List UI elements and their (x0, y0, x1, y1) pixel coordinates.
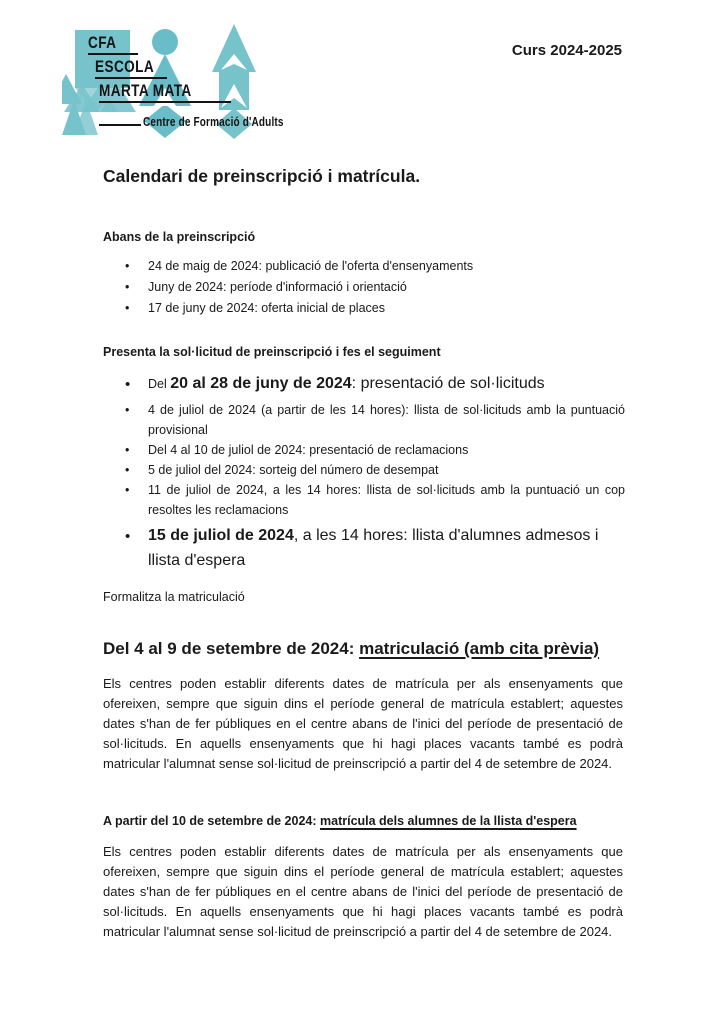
logo-acronym: CFA (88, 33, 117, 52)
waitlist-heading-underlined: matrícula dels alumnes de la llista d'espera (320, 814, 577, 828)
final-date-rest: , a les 14 hores: llista d'alumnes admesos i llista d'espera (148, 527, 599, 569)
logo-line-escola (95, 58, 167, 79)
course-year-label: Curs 2024-2025 (511, 42, 622, 59)
waitlist-paragraph: Els centres poden establir diferents dates de matrícula per als ensenyaments que ofereixen, sempre que siguin dins el període general de matrícula establert; aquestes dates s'han de fer públiques en el centre abans de l'inici del període de presentació de sol·licituds. En aquells ensenyaments que hi hagi places vacants també es podrà matricular l'alumnat sense sol·licitud de preinscripció a partir del 4 de setembre de 2024. (103, 844, 623, 939)
bullet-icon: • (125, 301, 130, 315)
submit-list (103, 371, 625, 573)
waitlist-heading (103, 814, 577, 828)
section-heading-submit: Presenta la sol·licitud de preinscripció i fes el seguiment (103, 345, 441, 359)
bullet-icon: • (125, 443, 130, 457)
enrollment-heading-underlined: matriculació (amb cita prèvia) (359, 639, 600, 658)
list-item-final-date (103, 523, 625, 573)
bullet-icon: • (125, 259, 130, 273)
waitlist-heading-date: A partir del 10 de setembre de 2024: (103, 814, 320, 828)
bullet-icon: • (125, 403, 130, 417)
bullet-icon: • (125, 483, 130, 497)
school-logo (62, 24, 292, 140)
list-item-text: 24 de maig de 2024: publicació de l'oferta d'ensenyaments (148, 259, 474, 273)
bullet-icon: • (125, 528, 131, 545)
list-item-text: Juny de 2024: període d'informació i orientació (148, 280, 407, 294)
page-title: Calendari de preinscripció i matrícula. (103, 166, 421, 186)
list-item-text: 4 de juliol de 2024 (a partir de les 14 hores): llista de sol·licituds amb la puntuació provisional (148, 403, 625, 437)
list-item-text: 17 de juny de 2024: oferta inicial de places (148, 301, 385, 315)
tagline-rule (99, 112, 141, 126)
list-item (103, 256, 625, 277)
list-item (103, 480, 625, 520)
enrollment-heading-date: Del 4 al 9 de setembre de 2024: (103, 639, 360, 658)
enrollment-paragraph: Els centres poden establir diferents dates de matrícula per als ensenyaments que ofereixen, sempre que siguin dins el període general de matrícula establert; aquestes dates s'han de fer públiques en el centre abans de l'inici del període de presentació de sol·licituds. En aquells ensenyaments que hi hagi places vacants també es podrà matricular l'alumnat sense sol·licitud de preinscripció a partir del 4 de setembre de 2024. (103, 676, 623, 771)
list-item (103, 460, 625, 480)
key-date-prefix: Del (148, 377, 171, 391)
list-item (103, 298, 625, 319)
formalize-label: Formalitza la matriculació (103, 590, 245, 604)
key-date-bold: 20 al 28 de juny de 2024 (170, 375, 352, 392)
bullet-icon: • (125, 280, 130, 294)
logo-line-marta-mata (99, 82, 231, 103)
enrollment-heading (103, 639, 599, 659)
list-item-text: Del 4 al 10 de juliol de 2024: presentació de reclamacions (148, 443, 469, 457)
logo-line-cfa (88, 34, 138, 55)
bullet-icon: • (125, 376, 131, 393)
list-item-text: 5 de juliol del 2024: sorteig del número de desempat (148, 463, 439, 477)
logo-name-1: ESCOLA (95, 57, 155, 76)
logo-tagline (99, 112, 319, 131)
logo-name-2: MARTA MATA (99, 81, 192, 100)
list-item (103, 440, 625, 460)
section-heading-before: Abans de la preinscripció (103, 230, 256, 244)
key-date-rest: : presentació de sol·licituds (351, 375, 545, 392)
bullet-icon: • (125, 463, 130, 477)
final-date-bold: 15 de juliol de 2024 (148, 527, 294, 544)
before-list (103, 256, 625, 319)
logo-tagline-text: Centre de Formació d'Adults (143, 115, 284, 129)
list-item-key-date (103, 371, 625, 397)
list-item (103, 277, 625, 298)
list-item (103, 400, 625, 440)
list-item-text: 11 de juliol de 2024, a les 14 hores: llista de sol·licituds amb la puntuació un cop resoltes les reclamacions (148, 483, 625, 517)
